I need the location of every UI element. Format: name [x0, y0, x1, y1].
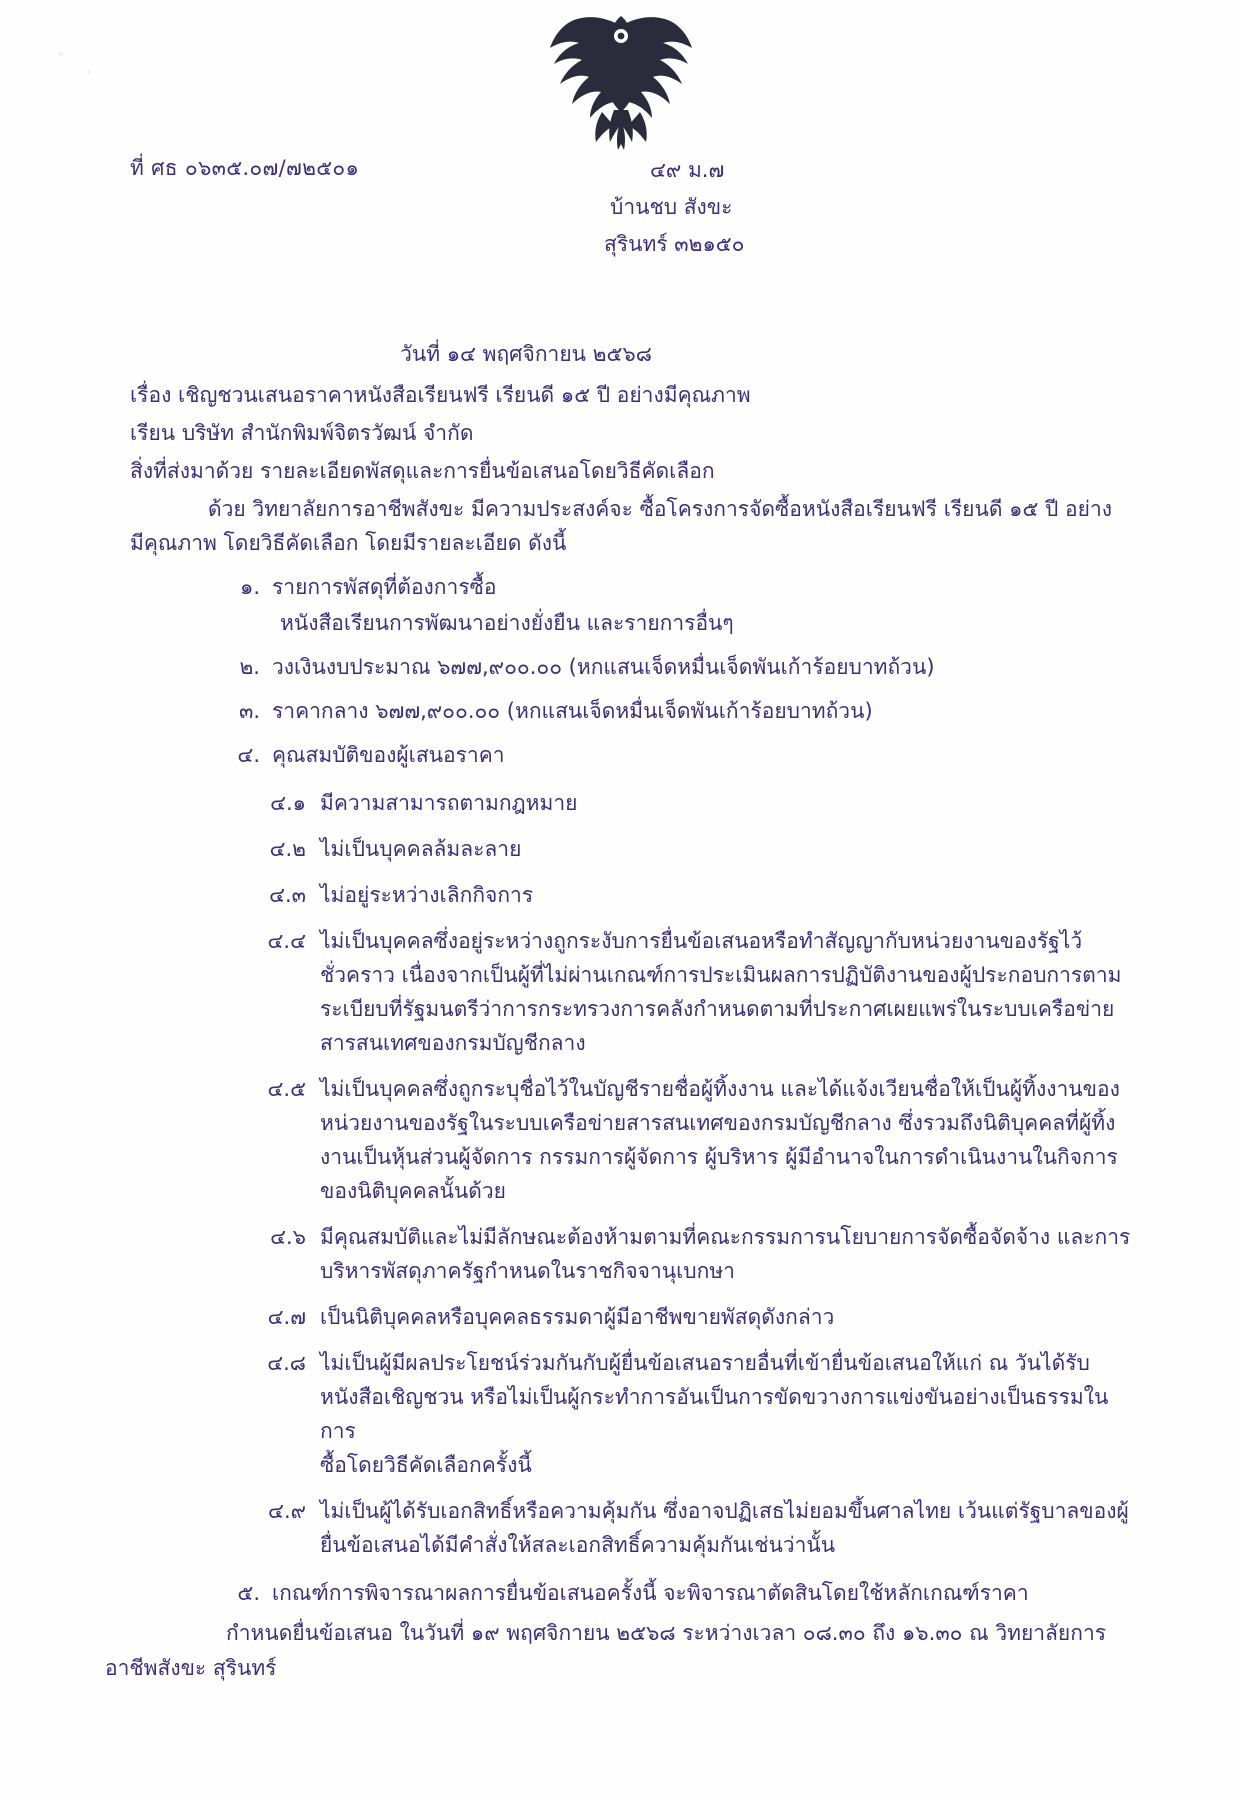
intro-line-2: มีคุณภาพ โดยวิธีคัดเลือก โดยมีรายละเอียด ดังนี้	[130, 531, 567, 556]
subitem-number: ๔.๖	[270, 1225, 306, 1250]
subitem-text: ไม่อยู่ระหว่างเลิกกิจการ	[320, 883, 534, 908]
subitem-text	[320, 1494, 1137, 1562]
subitem-text	[320, 1346, 1137, 1482]
subitem-line: ชั่วคราว เนื่องจากเป็นผู้ที่ไม่ผ่านเกณฑ์การประเมินผลการปฏิบัติงานของผู้ประกอบการตาม	[320, 963, 1122, 988]
subitem-line: ยื่นข้อเสนอได้มีคำสั่งให้สละเอกสิทธิ์ความคุ้มกันเช่นว่านั้น	[320, 1533, 836, 1558]
sub-list-item	[130, 924, 1137, 1060]
item-number: ๑.	[239, 575, 260, 600]
item-text: รายการพัสดุที่ต้องการซื้อ	[272, 575, 497, 600]
address-line-2: บ้านชบ สังขะ	[610, 194, 733, 219]
attachment-label: สิ่งที่ส่งมาด้วย	[130, 459, 254, 484]
subitem-text	[320, 1072, 1137, 1208]
subject-text: เชิญชวนเสนอราคาหนังสือเรียนฟรี เรียนดี ๑๕ ปี อย่างมีคุณภาพ	[178, 383, 751, 407]
recipient-line	[130, 416, 1137, 450]
subitem-line: หนังสือเชิญชวน หรือไม่เป็นผู้กระทำการอันเป็นการขัดขวางการแข่งขันอย่างเป็นธรรมในการ	[320, 1385, 1109, 1444]
subitem-text: เป็นนิติบุคคลหรือบุคคลธรรมดาผู้มีอาชีพขายพัสดุดังกล่าว	[320, 1305, 835, 1330]
subitem-text: มีความสามารถตามกฎหมาย	[320, 791, 578, 816]
subitem-line: ไม่เป็นบุคคลซึ่งอยู่ระหว่างถูกระงับการยื่นข้อเสนอหรือทำสัญญากับหน่วยงานของรัฐไว้	[320, 929, 1083, 954]
item-number: ๕.	[237, 1581, 260, 1606]
item-number: ๓.	[238, 699, 260, 724]
address-line-1: ๔๙ ม.๗	[650, 158, 725, 182]
item-number: ๔.	[237, 743, 260, 768]
list-item	[130, 650, 1137, 684]
list-item	[130, 694, 1137, 728]
subitem-text	[320, 1220, 1137, 1288]
subitem-line: ไม่เป็นผู้มีผลประโยชน์ร่วมกันกับผู้ยื่นข้อเสนอรายอื่นที่เข้ายื่นข้อเสนอให้แก่ ณ วันได้รับ	[320, 1351, 1090, 1376]
item-text: วงเงินงบประมาณ ๖๗๗,๙๐๐.๐๐ (หกแสนเจ็ดหมื่นเจ็ดพันเก้าร้อยบาทถ้วน)	[272, 655, 935, 680]
sender-address	[562, 152, 822, 262]
list-item	[130, 570, 1137, 604]
subject-line	[130, 378, 1137, 412]
item-text: ราคากลาง ๖๗๗,๙๐๐.๐๐ (หกแสนเจ็ดหมื่นเจ็ดพันเก้าร้อยบาทถ้วน)	[272, 699, 873, 724]
attachment-text: รายละเอียดพัสดุและการยื่นข้อเสนอโดยวิธีคัดเลือก	[260, 459, 715, 484]
subitem-text	[320, 924, 1137, 1060]
sub-list-item	[130, 1072, 1137, 1208]
sub-list-item	[130, 832, 1137, 866]
garuda-emblem-icon	[546, 8, 696, 156]
subitem-line: ไม่เป็นบุคคลซึ่งถูกระบุชื่อไว้ในบัญชีรายชื่อผู้ทิ้งงาน และได้แจ้งเวียนชื่อให้เป็นผู้ทิ้งงานของ	[320, 1077, 1120, 1102]
subitem-number: ๔.๗	[267, 1305, 306, 1330]
sub-list-item	[130, 786, 1137, 820]
subitem-number: ๔.๕	[267, 1077, 306, 1102]
sub-list-item	[130, 1220, 1137, 1288]
subitem-line: ระเบียบที่รัฐมนตรีว่าการกระทรวงการคลังกำหนดตามที่ประกาศเผยแพร่ในระบบเครือข่าย	[320, 997, 1115, 1022]
sub-list-item	[130, 1346, 1137, 1482]
item-text: เกณฑ์การพิจารณาผลการยื่นข้อเสนอครั้งนี้ จะพิจารณาตัดสินโดยใช้หลักเกณฑ์ราคา	[272, 1581, 1029, 1606]
item-text: คุณสมบัติของผู้เสนอราคา	[272, 743, 505, 768]
item-number: ๒.	[239, 655, 260, 680]
subitem-number: ๔.๔	[267, 929, 306, 954]
closing-line-2: อาชีพสังขะ สุรินทร์	[105, 1655, 277, 1680]
subitem-line: มีคุณสมบัติและไม่มีลักษณะต้องห้ามตามที่คณะกรรมการนโยบายการจัดซื้อจัดจ้าง และการ	[320, 1225, 1131, 1250]
document-date: วันที่ ๑๔ พฤศจิกายน ๒๕๖๘	[400, 342, 652, 366]
subitem-number: ๔.๑	[270, 791, 306, 816]
sub-list-item	[130, 1494, 1137, 1562]
document-number: ที่ ศธ ๐๖๓๕.๐๗/๗๒๕๐๑	[130, 156, 360, 180]
subitem-line: ไม่เป็นผู้ได้รับเอกสิทธิ์หรือความคุ้มกัน ซึ่งอาจปฏิเสธไม่ยอมขึ้นศาลไทย เว้นแต่รัฐบาลของผู้	[320, 1499, 1129, 1524]
subitem-line: ของนิติบุคคลนั้นด้วย	[320, 1179, 506, 1204]
list-item	[130, 738, 1137, 772]
attachment-line	[130, 454, 1137, 488]
subitem-number: ๔.๓	[269, 883, 306, 908]
document-body	[105, 378, 1137, 1685]
recipient-text: บริษัท สำนักพิมพ์จิตรวัฒน์ จำกัด	[181, 421, 474, 446]
subject-label: เรื่อง	[130, 383, 172, 407]
subitem-line: ซื้อโดยวิธีคัดเลือกครั้งนี้	[320, 1453, 532, 1478]
subitem-text: ไม่เป็นบุคคลล้มละลาย	[320, 837, 522, 862]
list-item	[130, 1576, 1137, 1610]
subitem-line: สารสนเทศของกรมบัญชีกลาง	[320, 1031, 586, 1056]
recipient-label: เรียน	[130, 421, 176, 446]
intro-line-1: ด้วย วิทยาลัยการอาชีพสังขะ มีความประสงค์จะ ซื้อโครงการจัดซื้อหนังสือเรียนฟรี เรียนดี ๑๕ ปี อย่าง	[208, 497, 1113, 522]
subitem-number: ๔.๒	[269, 837, 306, 862]
subitem-number: ๔.๘	[267, 1351, 306, 1376]
closing-line-1: กำหนดยื่นข้อเสนอ ในวันที่ ๑๙ พฤศจิกายน ๒๕๖๘ ระหว่างเวลา ๐๘.๓๐ ถึง ๑๖.๓๐ ณ วิทยาลัยการ	[226, 1621, 1107, 1646]
subitem-line: หน่วยงานของรัฐในระบบเครือข่ายสารสนเทศของกรมบัญชีกลาง ซึ่งรวมถึงนิติบุคคลที่ผู้ทิ้ง	[320, 1111, 1116, 1136]
subitem-line: งานเป็นหุ้นส่วนผู้จัดการ กรรมการผู้จัดการ ผู้บริหาร ผู้มีอำนาจในการดำเนินงานในกิจการ	[320, 1145, 1118, 1170]
item-1-detail: หนังสือเรียนการพัฒนาอย่างยั่งยืน และรายการอื่นๆ	[280, 611, 734, 636]
closing-paragraph	[105, 1616, 1137, 1684]
sub-list-item	[130, 1300, 1137, 1334]
address-line-3: สุรินทร์ ๓๒๑๕๐	[604, 231, 745, 256]
subitem-number: ๔.๙	[268, 1499, 306, 1524]
sub-list-item	[130, 878, 1137, 912]
subitem-line: บริหารพัสดุภาครัฐกำหนดในราชกิจจานุเบกษา	[320, 1259, 735, 1284]
scan-artifact	[40, 30, 110, 90]
intro-paragraph	[130, 492, 1137, 560]
